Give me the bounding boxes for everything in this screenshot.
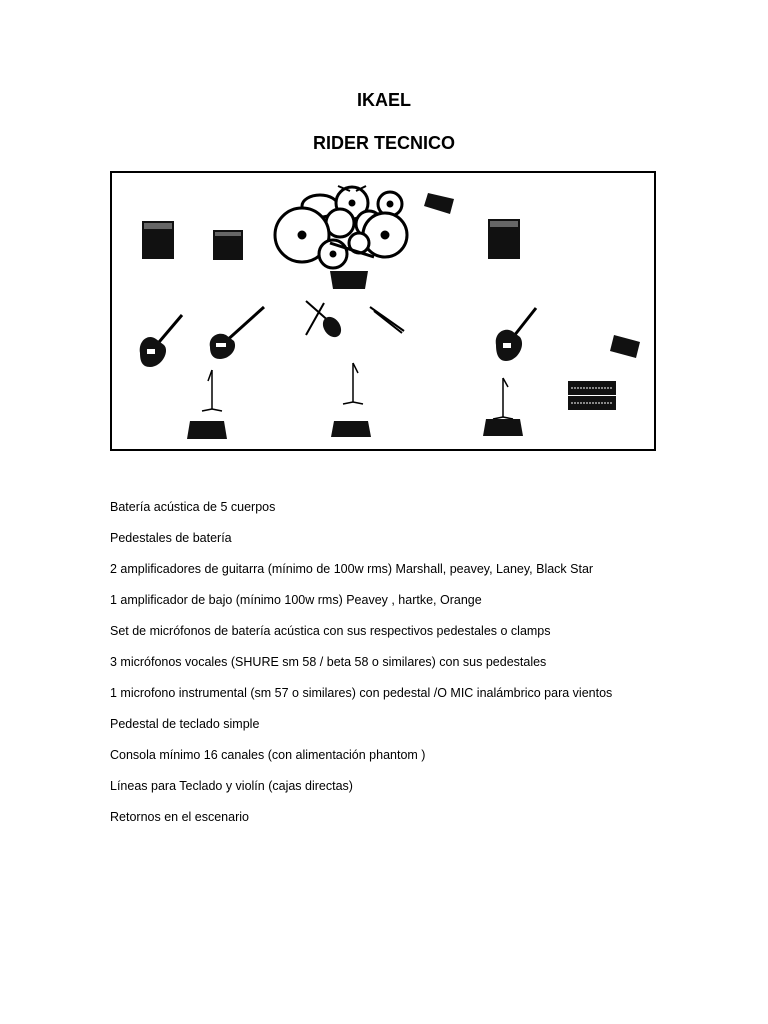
mic-stand-icon xyxy=(343,363,363,404)
list-item: Set de micrófonos de batería acústica con sus respectivos pedestales o clamps xyxy=(110,624,551,638)
list-item: Pedestal de teclado simple xyxy=(110,717,260,731)
monitor-wedge-icon xyxy=(330,271,368,289)
document-title: RIDER TECNICO xyxy=(312,133,455,153)
list-item: 3 micrófonos vocales (SHURE sm 58 / beta 58 o similares) con sus pedestales xyxy=(110,655,547,669)
stage-plot xyxy=(110,171,656,451)
drum-kit-icon xyxy=(275,186,407,268)
mic-stand-icon xyxy=(493,378,513,419)
monitor-wedge-icon xyxy=(187,421,227,439)
combo-amp-icon xyxy=(213,230,243,260)
requirements-list xyxy=(110,500,612,841)
monitor-wedge-icon xyxy=(483,419,523,436)
violin-icon xyxy=(306,301,345,341)
monitor-wedge-icon xyxy=(331,421,371,437)
list-item: Retornos en el escenario xyxy=(110,810,249,824)
list-item: 1 microfono instrumental (sm 57 o similares) con pedestal /O MIC inalámbrico para vientos xyxy=(110,686,613,700)
list-item: Líneas para Teclado y violín (cajas directas) xyxy=(110,779,353,793)
electric-guitar-icon xyxy=(140,315,182,367)
mic-stand-icon xyxy=(202,370,222,411)
monitor-wedge-icon xyxy=(610,335,640,358)
list-item: Consola mínimo 16 canales (con alimentación phantom ) xyxy=(110,748,426,762)
band-name: IKAEL xyxy=(357,90,411,110)
list-item: 2 amplificadores de guitarra (mínimo de 100w rms) Marshall, peavey, Laney, Black Star xyxy=(110,562,594,576)
bass-guitar-icon xyxy=(210,307,264,359)
monitor-wedge-icon xyxy=(424,193,454,214)
list-item: Batería acústica de 5 cuerpos xyxy=(110,500,276,514)
amp-head-icon xyxy=(142,221,174,259)
electric-guitar-icon xyxy=(496,308,536,361)
amp-head-icon xyxy=(488,219,520,259)
list-item: 1 amplificador de bajo (mínimo 100w rms) Peavey , hartke, Orange xyxy=(110,593,482,607)
list-item: Pedestales de batería xyxy=(110,531,232,545)
keyboard-icon xyxy=(568,381,616,410)
drumsticks-icon xyxy=(370,307,404,333)
